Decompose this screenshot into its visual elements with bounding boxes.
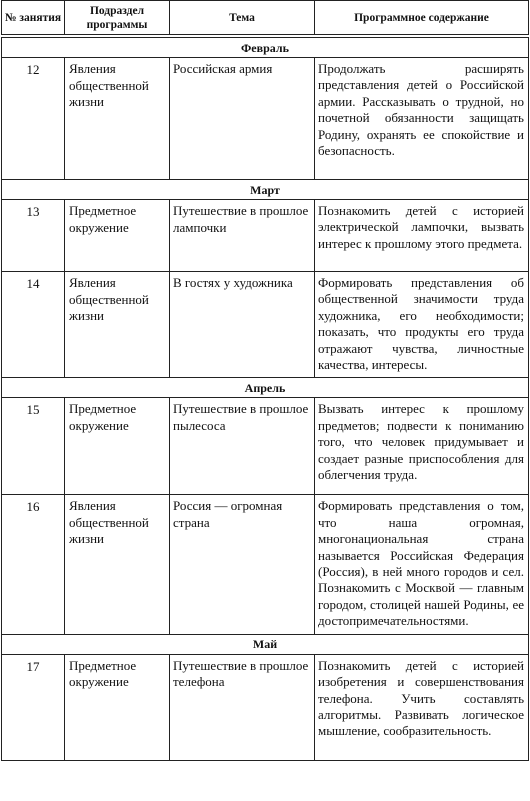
program-section: Предметное окружение bbox=[65, 398, 170, 495]
program-content: Познакомить детей с историей электрической лампочки, вызвать интерес к прошлому этого предмета. bbox=[315, 200, 529, 272]
lesson-number: 13 bbox=[2, 200, 65, 272]
program-section: Явления общественной жизни bbox=[65, 272, 170, 378]
program-section: Предметное окружение bbox=[65, 200, 170, 272]
table-row bbox=[2, 654, 529, 760]
lesson-topic: Путешествие в прошлое телефона bbox=[170, 654, 315, 760]
lesson-number: 15 bbox=[2, 398, 65, 495]
table-row bbox=[2, 398, 529, 495]
program-content: Познакомить детей с историей изобретения и совершенствования телефона. Учить составлять алгоритмы. Развивать логическое мышление, сообразительность. bbox=[315, 654, 529, 760]
table-row bbox=[2, 58, 529, 180]
program-section: Предметное окружение bbox=[65, 654, 170, 760]
program-content: Формировать представления об общественной значимости труда художника, его необходимости; показать, что продукты его труда отражают чувства, личностные качества, интересы. bbox=[315, 272, 529, 378]
header-topic: Тема bbox=[170, 1, 315, 35]
month-label: Май bbox=[2, 634, 529, 654]
month-row-february bbox=[2, 38, 529, 58]
program-section: Явления общественной жизни bbox=[65, 58, 170, 180]
month-row-march bbox=[2, 180, 529, 200]
month-label: Февраль bbox=[2, 38, 529, 58]
program-section: Явления общественной жизни bbox=[65, 495, 170, 634]
header-lesson-number: № занятия bbox=[2, 1, 65, 35]
program-content: Продолжать расширять представления детей о Российской армии. Рассказывать о трудной, но почетной обязанности защищать Родину, охранять ее спокойствие и безопасность. bbox=[315, 58, 529, 180]
header-program-content: Программное содержание bbox=[315, 1, 529, 35]
table-row bbox=[2, 495, 529, 634]
month-row-april bbox=[2, 378, 529, 398]
lesson-number: 17 bbox=[2, 654, 65, 760]
lesson-number: 12 bbox=[2, 58, 65, 180]
lesson-topic: Путешествие в прошлое пылесоса bbox=[170, 398, 315, 495]
month-label: Март bbox=[2, 180, 529, 200]
header-program-section: Подраздел программы bbox=[65, 1, 170, 35]
lesson-number: 16 bbox=[2, 495, 65, 634]
program-content: Формировать представления о том, что наша огромная, многонациональная страна называется Российская Федерация (Россия), в ней много городов и сел. Познакомить с Москвой — главным городом, столицей нашей Родины, ее достопримечательностями. bbox=[315, 495, 529, 634]
month-row-may bbox=[2, 634, 529, 654]
month-label: Апрель bbox=[2, 378, 529, 398]
lesson-topic: Российская армия bbox=[170, 58, 315, 180]
program-content: Вызвать интерес к прошлому предметов; подвести к пониманию того, что человек придумывает и создает разные приспособления для облегчения труда. bbox=[315, 398, 529, 495]
lesson-topic: Россия — огромная страна bbox=[170, 495, 315, 634]
lesson-topic: Путешествие в прошлое лампочки bbox=[170, 200, 315, 272]
table-row bbox=[2, 200, 529, 272]
lesson-plan-table bbox=[1, 0, 529, 761]
table-header-row bbox=[2, 1, 529, 35]
lesson-number: 14 bbox=[2, 272, 65, 378]
lesson-topic: В гостях у художника bbox=[170, 272, 315, 378]
table-row bbox=[2, 272, 529, 378]
